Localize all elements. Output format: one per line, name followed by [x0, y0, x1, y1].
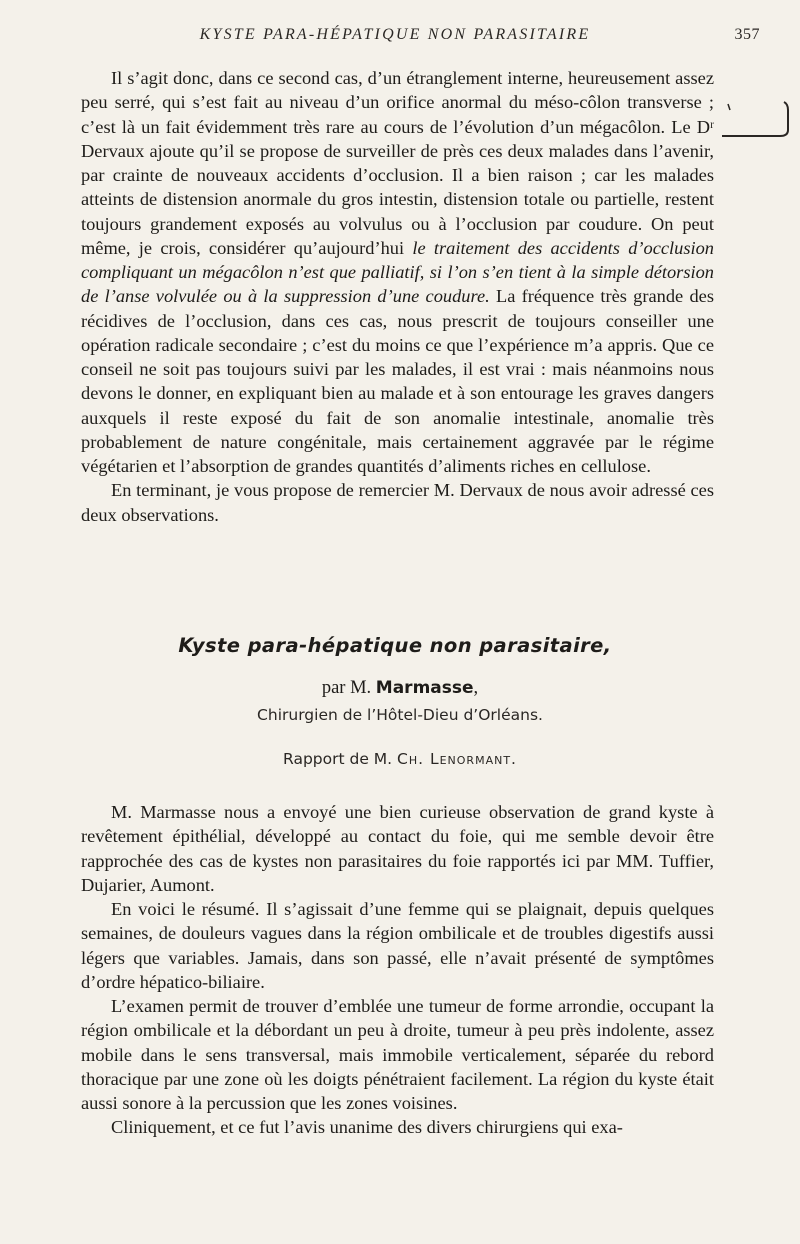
byline: par M. Marmasse, — [321, 678, 479, 698]
reporter-name: Ch. Lenormant. — [397, 750, 517, 768]
author-name: Marmasse — [375, 678, 474, 698]
author-affiliation: Chirurgien de l’Hôtel-Dieu d’Orléans. — [257, 706, 543, 724]
article-title: Kyste para-hépatique non parasitaire, — [178, 634, 612, 657]
paragraph: En voici le résumé. Il s’agissait d’une femme qui se plaignait, depuis quelques semaines, de douleurs vagues dans la région ombilicale et de troubles digestifs aussi légers que variables. Jamais, dans son passé, elle n’avait présenté de symptômes d’ordre hépatico-biliaire. — [81, 899, 714, 992]
paragraph: Il s’agit donc, dans ce second cas, d’un étranglement interne, heureusement assez peu serré, qui s’est fait au niveau d’un orifice anormal du méso-côlon transverse ; c’est là un fait évidemment très rare au cours de l’évolution d’un mégacôlon. Le Dʳ Dervaux ajoute qu’il se propose de surveiller de près ces deux malades dans l’avenir, par crainte de nouveaux accidents d’occlusion. Il a bien raison ; car les malades atteints de distension anormale du gros intestin, distension totale ou partielle, restent toujours grandement exposés au volvulus ou à l’occlusion par coudure. On peut même, je crois, considérer qu’aujourd’hui le traitement des accidents d’occlusion compliquant un mégacôlon n’est que palliatif, si l’on s’en tient à la simple détorsion de l’anse volvulée ou à la suppression d’une coudure. La fréquence très grande des récidives de l’occlusion, dans ces cas, nous prescrit de toujours conseiller une opération radicale secondaire ; c’est du moins ce que l’expérience m’a appris. Que ce conseil ne soit pas toujours suivi par les malades, il est vrai : mais néanmoins nous devons le donner, en expliquant bien au malade et à son entourage les graves dangers auxquels il reste exposé du fait de son anomalie intestinale, anomalie très probablement de nature congénitale, mais certainement aggravée par le régime végétarien et l’absorption de grandes quantités d’aliments riches en cellulose. — [81, 68, 714, 476]
report-conclusion-text — [81, 66, 714, 527]
margin-bracket-mark — [722, 100, 794, 144]
paragraph: Cliniquement, et ce fut l’avis unanime des divers chirurgiens qui exa- — [111, 1117, 623, 1138]
paragraph: L’examen permit de trouver d’emblée une tumeur de forme arrondie, occupant la région ombilicale et la débordant un peu à droite, tumeur à peu près indolente, assez mobile dans le sens transversal, mais immobile verticalement, séparée du rebord thoracique par une zone où les doigts pénétraient facilement. La région du kyste était aussi sonore à la percussion que les zones voisines. — [81, 996, 714, 1113]
article-body-text — [81, 800, 714, 1140]
paragraph: M. Marmasse nous a envoyé une bien curieuse observation de grand kyste à revêtement épithélial, développé au contact du foie, qui me semble devoir être rapprochée des cas de kystes non parasitaires du foie rapportés ici par MM. Tuffier, Dujarier, Aumont. — [81, 802, 714, 895]
page-number: 357 — [734, 26, 760, 43]
italic-emphasis: le traitement des accidents d’occlusion compliquant un mégacôlon n’est que palliatif, si l’on s’en tient à la simple détorsion de l’anse volvulée ou à la suppression d’une coudure. — [81, 237, 714, 307]
paragraph: En terminant, je vous propose de remercier M. Dervaux de nous avoir adressé ces deux observations. — [81, 480, 714, 525]
running-title: KYSTE PARA-HÉPATIQUE NON PARASITAIRE — [199, 26, 591, 43]
report-line: Rapport de M. Ch. Lenormant. — [283, 750, 517, 768]
running-header — [80, 26, 760, 44]
